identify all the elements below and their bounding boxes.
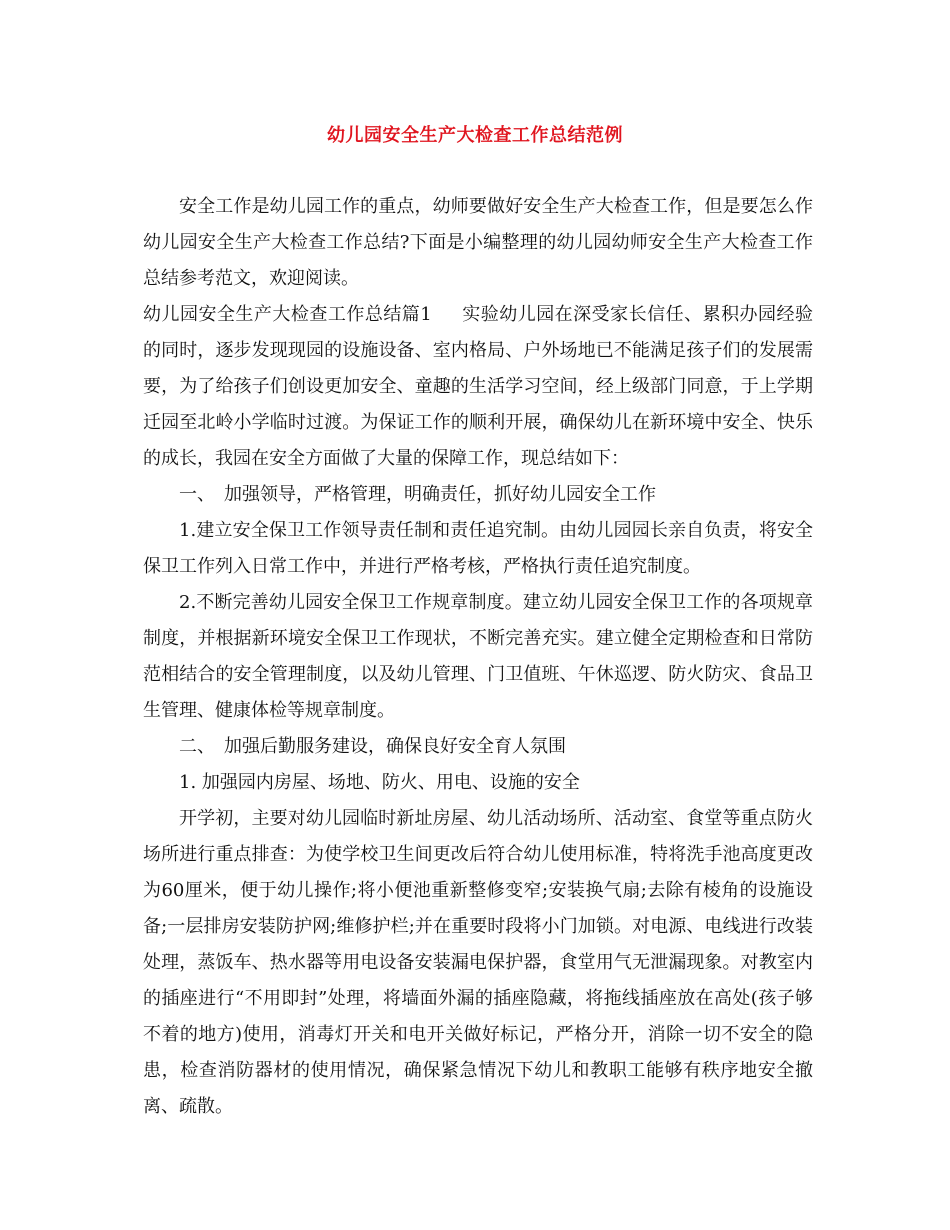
chapter-lead: 实验幼儿园在深受家长信任、累积办园经验的同时，逐步发现现园的设施设备、室内格局、户外场地已不能满足孩子们的发展需要，为了给孩子们创设更加安全、童趣的生活学习空间，经上级部门同意，于上学期迁园至北岭小学临时过渡。为保证工作的顺利开展，确保幼儿在新环境中安全、快乐的成长，我园在安全方面做了大量的保障工作，现总结如下： xyxy=(143,304,814,469)
intro-paragraph: 安全工作是幼儿园工作的重点，幼师要做好安全生产大检查工作，但是要怎么作幼儿园安全生产大检查工作总结?下面是小编整理的幼儿园幼师安全生产大检查工作总结参考范文，欢迎阅读。 xyxy=(143,196,813,289)
section-1-heading: 一、 加强领导，严格管理，明确责任，抓好幼儿园安全工作 xyxy=(179,484,656,505)
document-body xyxy=(143,189,813,1125)
section-2-item-1-heading: 1. 加强园内房屋、场地、防火、用电、设施的安全 xyxy=(179,772,580,793)
section-1-item-1: 1.建立安全保卫工作领导责任制和责任追究制。由幼儿园园长亲自负责，将安全保卫工作列入日常工作中，并进行严格考核，严格执行责任追究制度。 xyxy=(143,520,813,577)
chapter-paragraph xyxy=(143,297,813,477)
chapter-heading: 幼儿园安全生产大检查工作总结篇1 xyxy=(143,304,432,325)
document-title: 幼儿园安全生产大检查工作总结范例 xyxy=(327,125,623,146)
section-1-item-2: 2.不断完善幼儿园安全保卫工作规章制度。建立幼儿园安全保卫工作的各项规章制度，并根据新环境安全保卫工作现状，不断完善充实。建立健全定期检查和日常防范相结合的安全管理制度，以及幼儿管理、门卫值班、午休巡逻、防火防灾、食品卫生管理、健康体检等规章制度。 xyxy=(143,592,813,721)
section-2-item-1-body: 开学初，主要对幼儿园临时新址房屋、幼儿活动场所、活动室、食堂等重点防火场所进行重点排查：为使学校卫生间更改后符合幼儿使用标准，特将洗手池高度更改为60厘米，便于幼儿操作;将小便池重新整修变窄;安装换气扇;去除有棱角的设施设备;一层排房安装防护网;维修护栏;并在重要时段将小门加锁。对电源、电线进行改装处理，蒸饭车、热水器等用电设备安装漏电保护器，食堂用气无泄漏现象。对教室内的插座进行“不用即封”处理，将墙面外漏的插座隐藏，将拖线插座放在高处(孩子够不着的地方)使用，消毒灯开关和电开关做好标记，严格分开，消除一切不安全的隐患，检查消防器材的使用情况，确保紧急情况下幼儿和教职工能够有秩序地安全撤离、疏散。 xyxy=(143,808,813,1117)
section-2-heading: 二、 加强后勤服务建设，确保良好安全育人氛围 xyxy=(179,736,566,757)
